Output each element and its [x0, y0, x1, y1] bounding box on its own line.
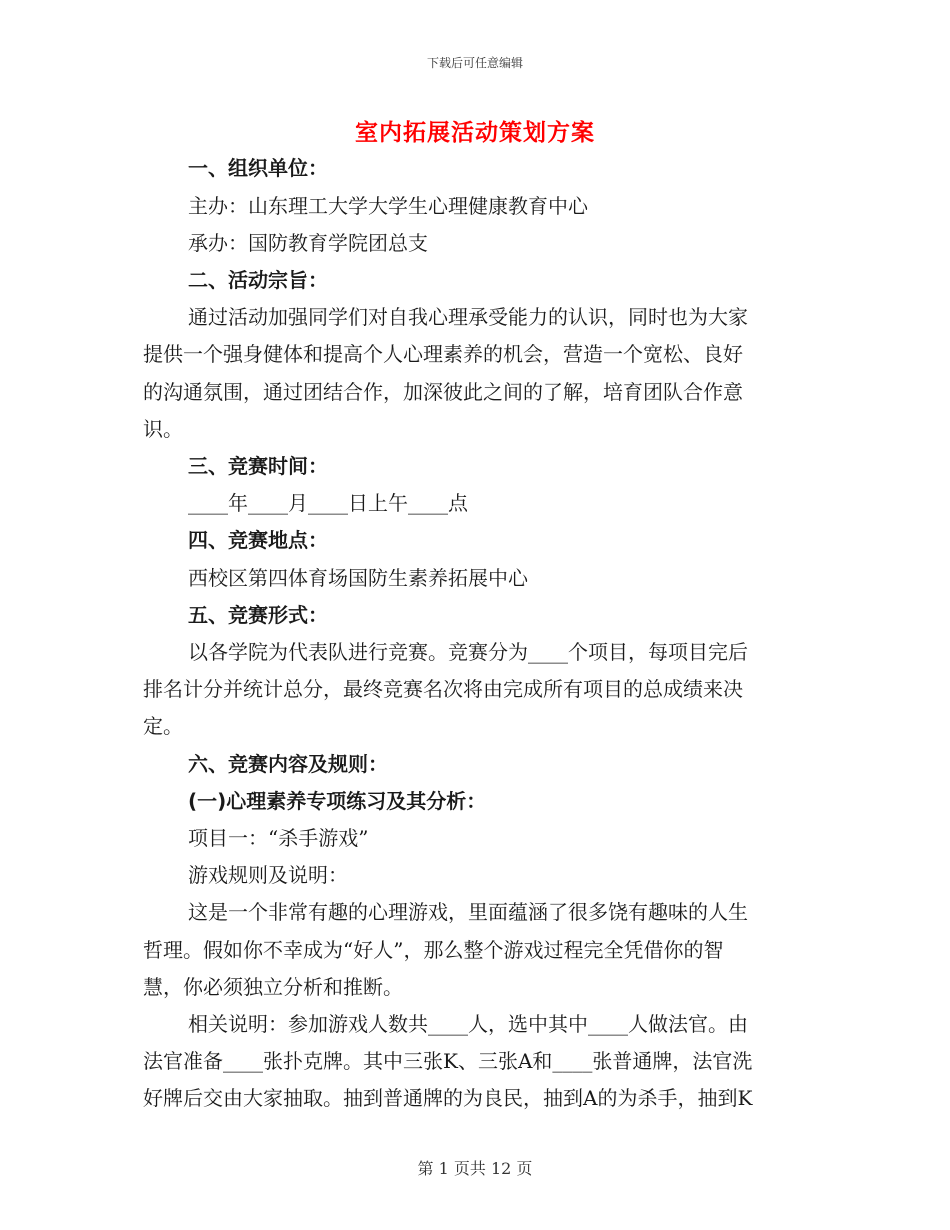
section-heading: 五、竞赛形式： [188, 603, 328, 627]
paragraph-line: 定。 [143, 714, 183, 738]
paragraph-line: 识。 [143, 417, 183, 441]
paragraph-line: 通过活动加强同学们对自我心理承受能力的认识，同时也为大家 [188, 305, 748, 329]
paragraph-line: 好牌后交由大家抽取。抽到普通牌的为良民，抽到A的为杀手，抽到K [143, 1086, 753, 1110]
time-line: ____年____月____日上午____点 [188, 491, 468, 515]
paragraph-line: 提供一个强身健体和提高个人心理素养的机会，营造一个宽松、良好 [143, 342, 743, 366]
item-title: 项目一：“杀手游戏” [188, 826, 369, 850]
sub-heading: (一)心理素养专项练习及其分析： [188, 789, 487, 813]
rules-label: 游戏规则及说明： [188, 863, 348, 887]
section-heading: 三、竞赛时间： [188, 454, 328, 478]
location-line: 西校区第四体育场国防生素养拓展中心 [188, 566, 528, 590]
paragraph-line: 排名计分并统计总分，最终竞赛名次将由完成所有项目的总成绩来决 [143, 677, 743, 701]
section-heading: 四、竞赛地点： [188, 528, 328, 552]
paragraph-line: 法官准备____张扑克牌。其中三张K、三张A和____张普通牌，法官洗 [143, 1049, 753, 1073]
host-line: 主办：山东理工大学大学生心理健康教育中心 [188, 194, 588, 218]
paragraph-line: 慧，你必须独立分析和推断。 [143, 975, 403, 999]
section-heading: 六、竞赛内容及规则： [188, 752, 388, 776]
paragraph-line: 这是一个非常有趣的心理游戏，里面蕴涵了很多饶有趣味的人生 [188, 900, 748, 924]
paragraph-line: 哲理。假如你不幸成为“好人”，那么整个游戏过程完全凭借你的智 [143, 938, 724, 962]
paragraph-line: 相关说明：参加游戏人数共____人，选中其中____人做法官。由 [188, 1012, 748, 1036]
header-note: 下载后可任意编辑 [426, 56, 523, 70]
organizer-line: 承办：国防教育学院团总支 [188, 231, 428, 255]
paragraph-line: 以各学院为代表队进行竞赛。竞赛分为____个项目，每项目完后 [188, 640, 748, 664]
paragraph-line: 的沟通氛围，通过团结合作，加深彼此之间的了解，培育团队合作意 [143, 380, 743, 404]
section-heading: 二、活动宗旨： [188, 268, 328, 292]
page-footer: 第 1 页共 12 页 [417, 1159, 533, 1178]
document-title: 室内拓展活动策划方案 [355, 120, 595, 146]
section-heading: 一、组织单位： [188, 156, 328, 180]
